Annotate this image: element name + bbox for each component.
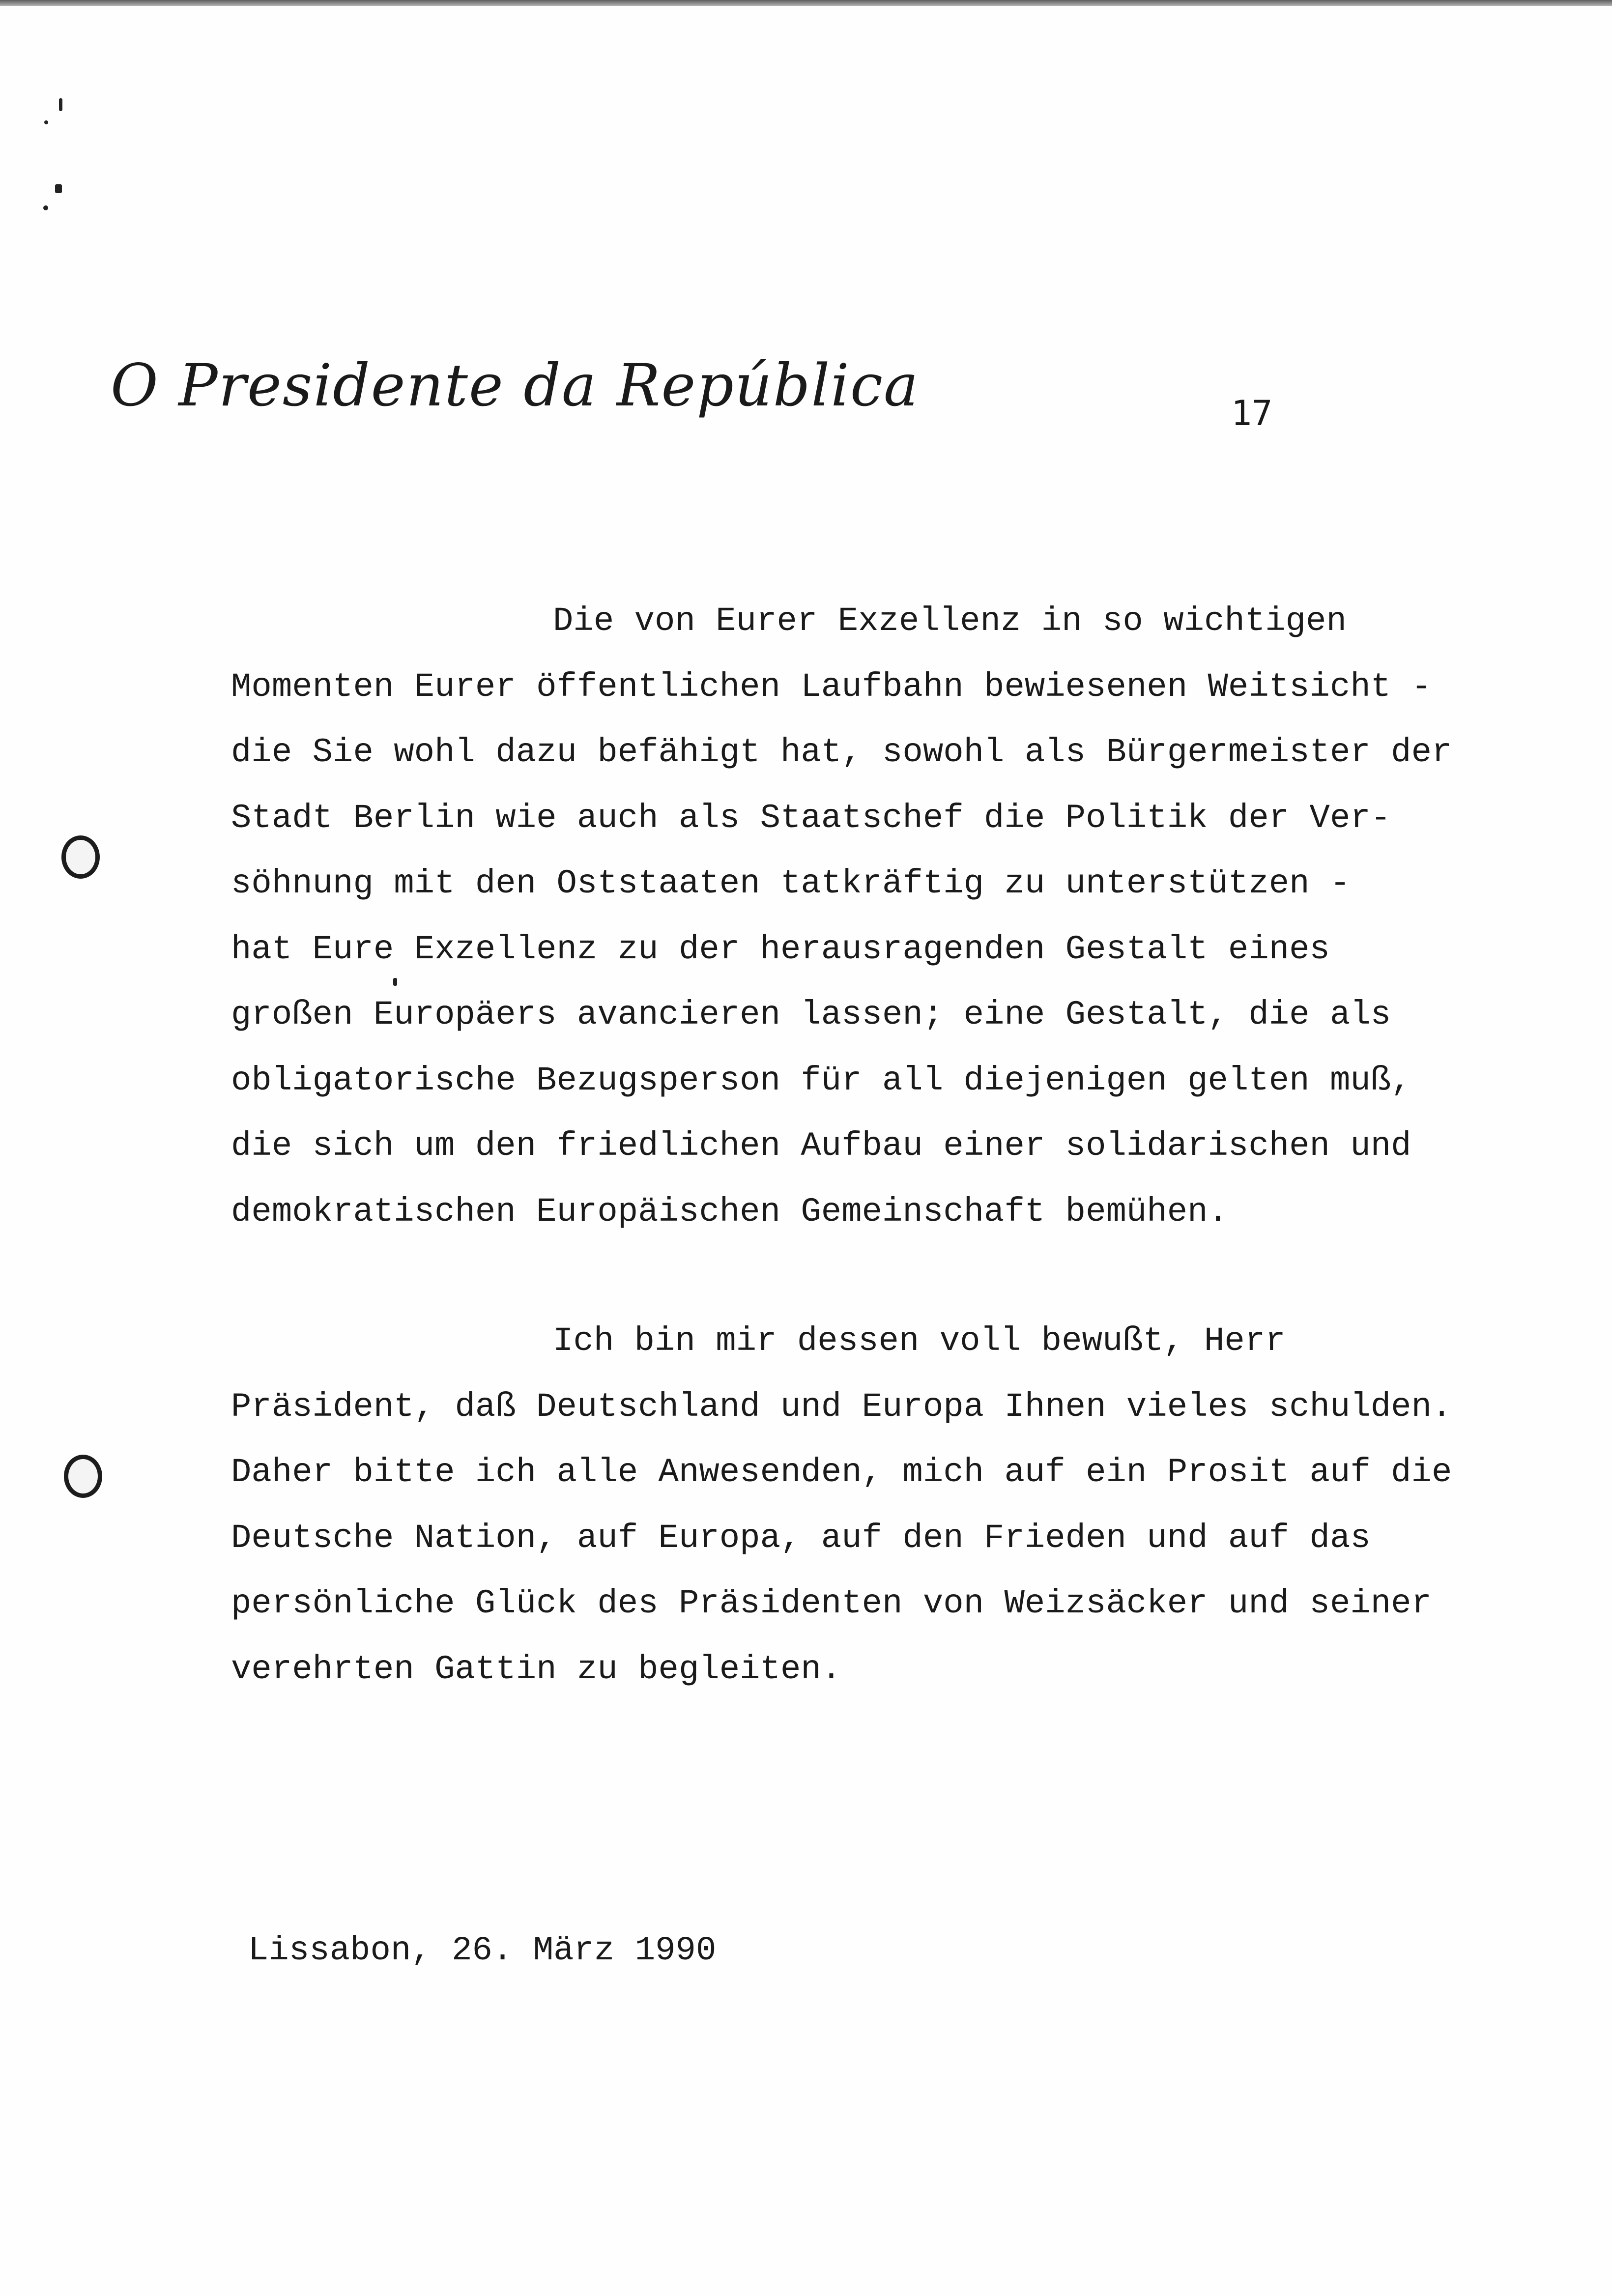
paragraph-line: die Sie wohl dazu befähigt hat, sowohl als Bürgermeister der — [231, 733, 1452, 772]
margin-speck — [59, 98, 62, 111]
paragraph-line: großen Europäers avancieren lassen; eine Gestalt, die als — [231, 996, 1391, 1034]
paragraph-line: Die von Eurer Exzellenz in so wichtigen — [553, 602, 1347, 640]
paragraph-1 — [231, 589, 1465, 1245]
paragraph-line: Präsident, daß Deutschland und Europa Ihnen vieles schulden. — [231, 1387, 1452, 1426]
paragraph-line: die sich um den friedlichen Aufbau einer solidarischen und — [231, 1127, 1411, 1165]
paragraph-line: Ich bin mir dessen voll bewußt, Herr — [553, 1322, 1286, 1360]
paragraph-line: Stadt Berlin wie auch als Staatschef die Politik der Ver- — [231, 799, 1391, 837]
page-number: 17 — [1231, 393, 1273, 433]
paragraph-2 — [231, 1309, 1465, 1702]
paragraph-line: obligatorische Bezugsperson für all diejenigen gelten muß, — [231, 1061, 1411, 1100]
letterhead-title: O Presidente da República — [111, 351, 920, 419]
margin-speck — [55, 184, 62, 193]
punch-hole — [61, 835, 100, 879]
paragraph-line: demokratischen Europäischen Gemeinschaft bemühen. — [231, 1192, 1228, 1231]
margin-speck — [44, 120, 48, 124]
paragraph-line: Momenten Eurer öffentlichen Laufbahn bewiesenen Weitsicht - — [231, 667, 1432, 706]
top-edge-rule — [0, 0, 1612, 6]
paragraph-line: söhnung mit den Oststaaten tatkräftig zu unterstützen - — [231, 864, 1351, 903]
punch-hole — [64, 1455, 102, 1498]
paragraph-line: Daher bitte ich alle Anwesenden, mich auf ein Prosit auf die — [231, 1453, 1452, 1492]
paragraph-line: persönliche Glück des Präsidenten von Weizsäcker und seiner — [231, 1584, 1432, 1623]
paragraph-line: Deutsche Nation, auf Europa, auf den Frieden und auf das — [231, 1519, 1371, 1557]
place-date: Lissabon, 26. März 1990 — [248, 1931, 717, 1970]
paragraph-line: verehrten Gattin zu begleiten. — [231, 1650, 842, 1689]
margin-speck — [43, 205, 48, 210]
paragraph-line: hat Eure Exzellenz zu der herausragenden Gestalt eines — [231, 930, 1330, 969]
